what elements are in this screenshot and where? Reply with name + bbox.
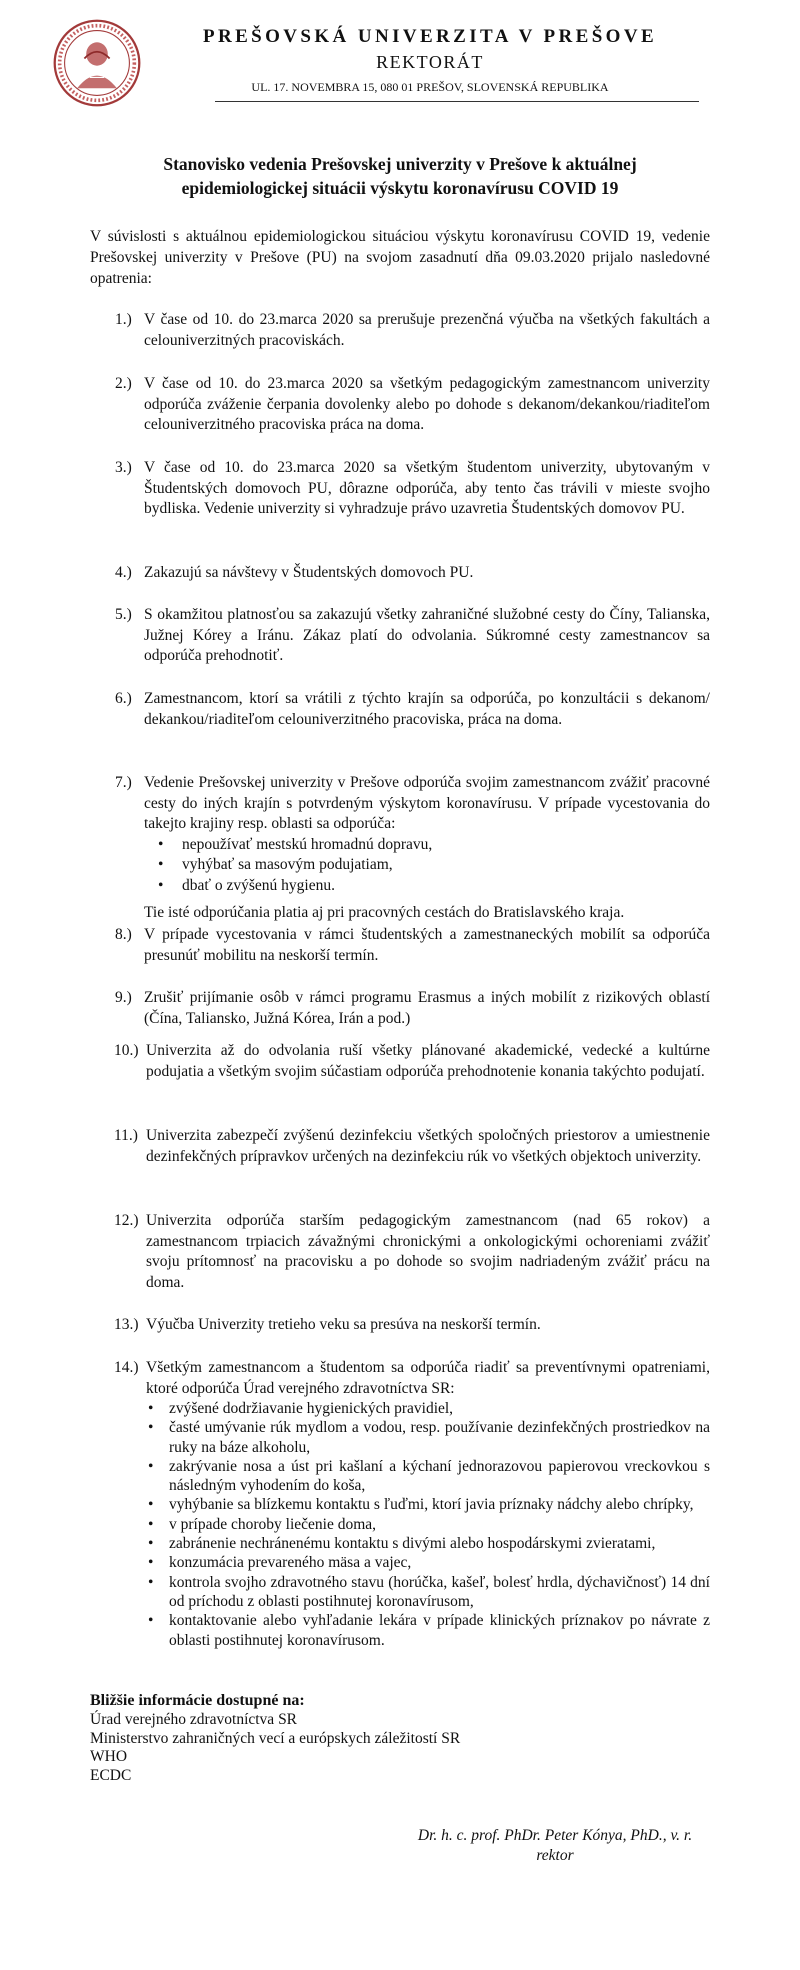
list-item [90, 563, 710, 584]
bullet-item: • dbať o zvýšenú hygienu. [144, 876, 710, 897]
signatory-role: rektor [536, 1847, 574, 1864]
item-text: V čase od 10. do 23.marca 2020 sa všetkým študentom univerzity, ubytovaným v Študentských domovoch PU, dôrazne odporúča, aby tento čas trávili v mieste svojho bydliska. Vedenie univerzity si vyhradzuje právo uzavretia Študentských domovov PU. [144, 459, 710, 517]
title-line-1: Stanovisko vedenia Prešovskej univerzity v Prešove k aktuálnej [163, 154, 637, 174]
item-number: 3.) [115, 459, 132, 476]
bullet-item: • vyhýbanie sa blízkemu kontaktu s ľuďmi, ktorí javia príznaky nádchy alebo chrípky, [146, 1495, 710, 1514]
item-text: V čase od 10. do 23.marca 2020 sa prerušuje prezenčná výučba na všetkých fakultách a celouniverzitných pracoviskách. [144, 311, 710, 349]
item-text: S okamžitou platnosťou sa zakazujú všetky zahraničné služobné cesty do Číny, Talianska, Južnej Kórey a Iránu. Zákaz platí do odvolania. Súkromné cesty zamestnancov sa odporúča prehodnotiť. [144, 606, 710, 664]
item-text: Zamestnancom, ktorí sa vrátili z týchto krajín sa odporúča, po konzultácii s dekanom/ dekankou/riaditeľom celouniverzitného pracoviska, práca na doma. [144, 690, 710, 728]
more-info-list [90, 1711, 460, 1785]
info-link: ECDC [90, 1766, 132, 1784]
intro-paragraph: V súvislosti s aktuálnou epidemiologickou situáciou výskytu koronavírusu COVID 19, vedenie Prešovskej univerzity v Prešove (PU) na svojom zasadnutí dňa 09.03.2020 prijalo nasledovné opatrenia: [90, 228, 710, 287]
bullet-item: • zabránenie nechránenému kontaktu s divými alebo hospodárskymi zvieratami, [146, 1534, 710, 1553]
list-item [90, 925, 710, 966]
bullet-item: • zvýšené dodržiavanie hygienických pravidiel, [146, 1399, 710, 1418]
list-item [90, 605, 710, 667]
document-title [90, 152, 710, 200]
item-number: 13.) [114, 1316, 139, 1333]
bullet-item: • vyhýbať sa masovým podujatiam, [144, 855, 710, 876]
university-name: PREŠOVSKÁ UNIVERZITA V PREŠOVE [202, 26, 658, 47]
list-item [90, 1358, 710, 1650]
item-text: Univerzita až do odvolania ruší všetky plánované akademické, vedecké a kultúrne podujatia a všetkým svojim súčastiam odporúča prehodnotenie konania takýchto podujatí. [146, 1042, 710, 1080]
list-item [90, 1041, 710, 1082]
item-text: Univerzita zabezpečí zvýšenú dezinfekciu všetkých spoločných priestorov a umiestnenie dezinfekčných prípravkov určených na dezinfekciu rúk vo všetkých objektoch univerzity. [146, 1127, 710, 1165]
bullet-item: • časté umývanie rúk mydlom a vodou, resp. používanie dezinfekčných prostriedkov na ruky na báze alkoholu, [146, 1418, 710, 1457]
list-item [90, 458, 710, 520]
item-text: V čase od 10. do 23.marca 2020 sa všetkým pedagogickým zamestnancom univerzity odporúča zváženie čerpania dovolenky alebo po dohode s dekanom/dekankou/riaditeľom celouniverzitného pracoviska práca na doma. [144, 375, 710, 433]
item-number: 4.) [115, 564, 132, 581]
divider [215, 101, 699, 102]
item-text: Univerzita odporúča starším pedagogickým zamestnancom (nad 65 rokov) a zamestnancom trpiacich závažnými chronickými a onkologickými ochoreniami zvážiť svoju prítomnosť na pracovisku a po dohode so svojim nadriadeným zvážiť prácu na doma. [146, 1212, 710, 1291]
item-number: 11.) [114, 1127, 138, 1144]
item-intro: Vedenie Prešovskej univerzity v Prešove odporúča svojim zamestnancom zvážiť pracovné cesty do iných krajín s potvrdeným výskytom koronavírusu. V prípade vycestovania do takejto krajiny resp. oblasti sa odporúča: [144, 774, 710, 832]
list-item [90, 1315, 710, 1336]
info-link: WHO [90, 1748, 128, 1765]
list-item [90, 988, 710, 1029]
item-number: 8.) [115, 926, 132, 943]
list-item [90, 689, 710, 730]
list-item [90, 1211, 710, 1293]
item-number: 5.) [115, 606, 132, 623]
list-item [90, 1126, 710, 1167]
item-number: 12.) [114, 1212, 139, 1229]
bullet-item: • konzumácia prevareného mäsa a vajec, [146, 1553, 710, 1572]
bullet-item: • v prípade choroby liečenie doma, [146, 1515, 710, 1534]
bullet-list [146, 1399, 710, 1650]
signature-block [380, 1826, 730, 1866]
item-intro: Všetkým zamestnancom a študentom sa odporúča riadiť sa preventívnymi opatreniami, ktoré odporúča Úrad verejného zdravotníctva SR: [146, 1359, 710, 1397]
university-seal-icon [52, 18, 142, 108]
item-note: Tie isté odporúčania platia aj pri pracovných cestách do Bratislavského kraja. [144, 904, 625, 921]
bullet-item: • kontaktovanie alebo vyhľadanie lekára v prípade klinických príznakov po návrate z oblasti postihnutej koronavírusom. [146, 1611, 710, 1650]
list-item [90, 773, 710, 896]
bullet-item: • nepoužívať mestskú hromadnú dopravu, [144, 835, 710, 856]
list-item [90, 310, 710, 351]
item-text [146, 1358, 710, 1650]
item-number: 7.) [115, 774, 132, 791]
list-item [90, 374, 710, 436]
item-number: 9.) [115, 989, 132, 1006]
bullet-item: • zakrývanie nosa a úst pri kašlaní a kýchaní jednorazovou papierovou vreckovkou s následným vyhodením do koša, [146, 1457, 710, 1496]
item-number: 1.) [115, 311, 132, 328]
item-text: Zakazujú sa návštevy v Študentských domovoch PU. [144, 564, 474, 581]
more-info-heading: Bližšie informácie dostupné na: [90, 1692, 305, 1709]
info-link: Úrad verejného zdravotníctva SR [90, 1711, 298, 1728]
item-text [144, 773, 710, 896]
item-number: 10.) [114, 1042, 139, 1059]
item-number: 14.) [114, 1359, 139, 1376]
signatory-name: Dr. h. c. prof. PhDr. Peter Kónya, PhD., v. r. [417, 1827, 693, 1844]
office-name: REKTORÁT [376, 52, 484, 72]
info-link: Ministerstvo zahraničných vecí a európskych záležitostí SR [90, 1729, 461, 1747]
item-text: V prípade vycestovania v rámci študentských a zamestnaneckých mobilít sa odporúča presunúť mobilitu na neskorší termín. [144, 926, 710, 964]
bullet-item: • kontrola svojho zdravotného stavu (horúčka, kašeľ, bolesť hrdla, dýchavičnosť) 14 dní od príchodu z oblasti postihnutej koronavírusom, [146, 1573, 710, 1612]
item-text: Zrušiť prijímanie osôb v rámci programu Erasmus a iných mobilít z rizikových oblastí (Čína, Taliansko, Južná Kórea, Irán a pod.) [144, 989, 710, 1027]
title-line-2: epidemiologickej situácii výskytu koronavírusu COVID 19 [181, 178, 619, 198]
address: UL. 17. NOVEMBRA 15, 080 01 PREŠOV, SLOVENSKÁ REPUBLIKA [251, 80, 609, 94]
item-number: 6.) [115, 690, 132, 707]
item-text: Výučba Univerzity tretieho veku sa presúva na neskorší termín. [146, 1316, 541, 1333]
item-number: 2.) [115, 375, 132, 392]
bullet-list [144, 835, 710, 897]
